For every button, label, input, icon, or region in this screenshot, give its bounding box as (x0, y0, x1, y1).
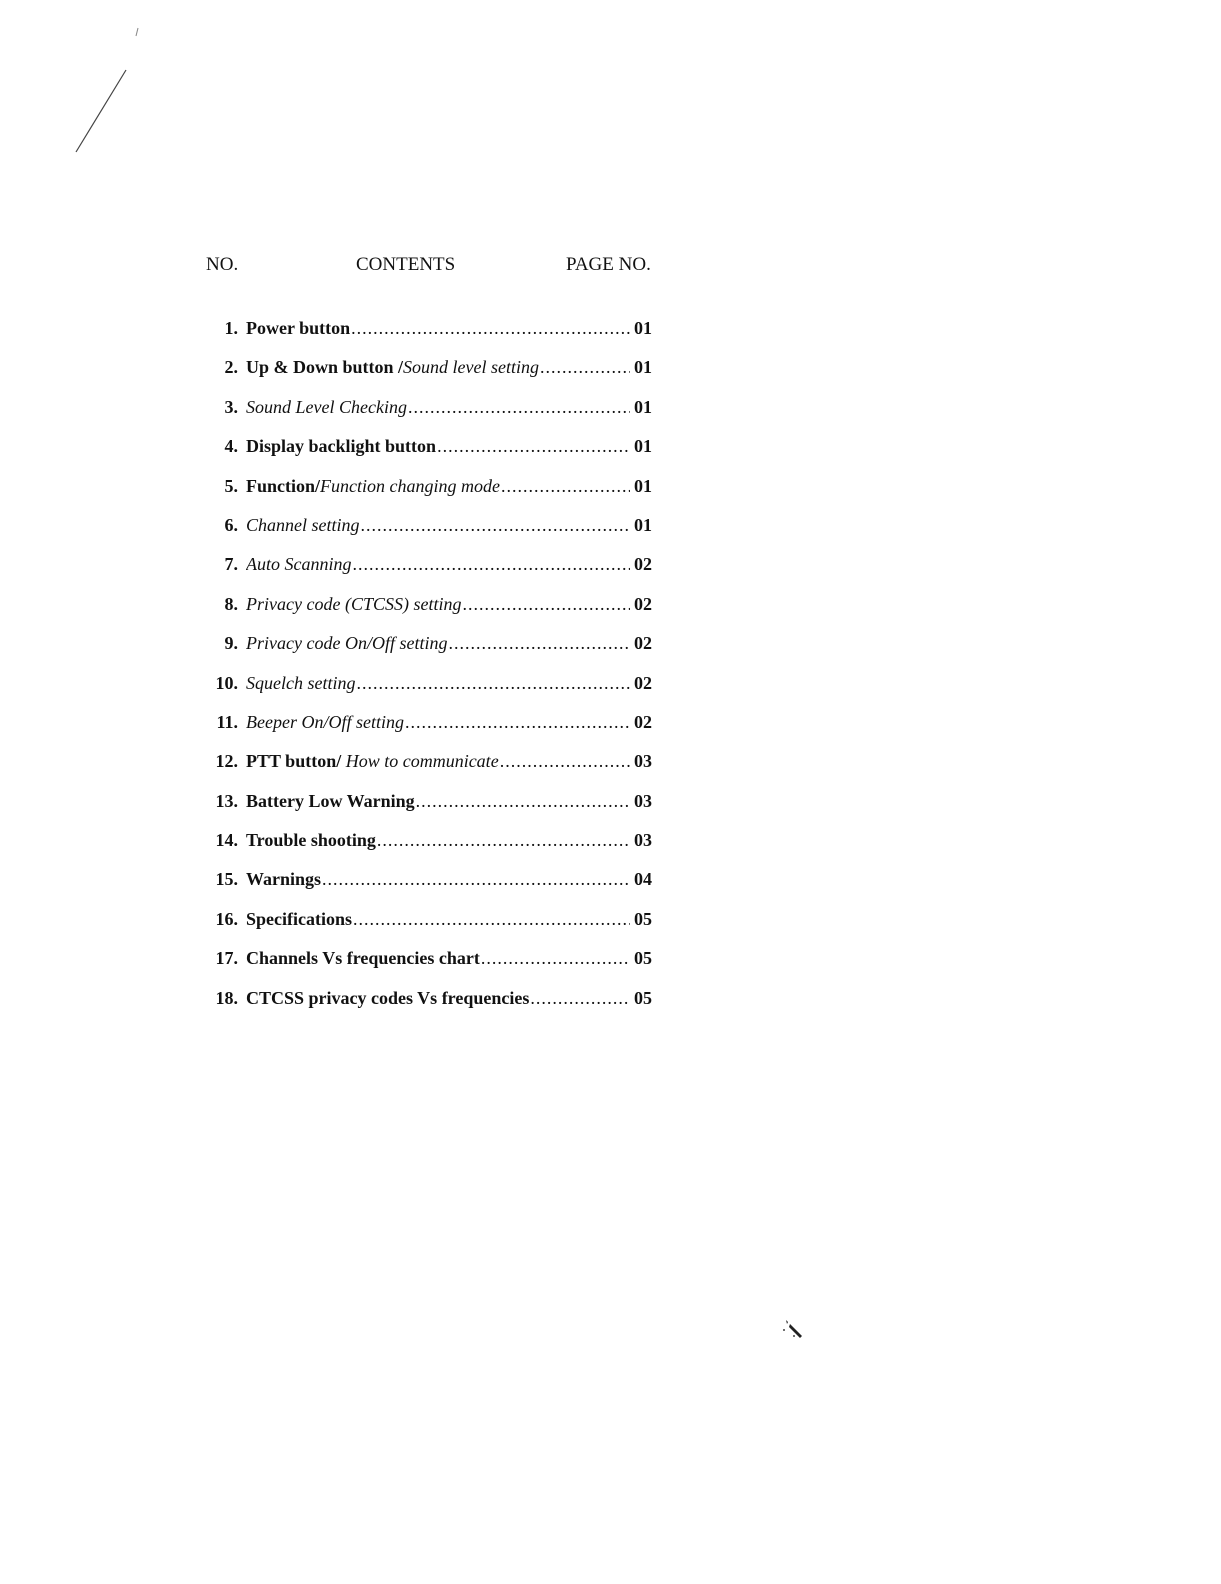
toc-entry (246, 673, 630, 694)
toc-entry (246, 988, 630, 1009)
toc-number: 14. (215, 830, 238, 851)
header-page-label: PAGE NO. (566, 254, 651, 275)
toc-number: 10. (215, 672, 238, 693)
toc-row (200, 592, 670, 631)
toc-entry (246, 594, 630, 615)
toc-page-number: 05 (634, 908, 652, 929)
toc-number: 4. (224, 436, 238, 457)
toc-leader-dots (361, 515, 631, 536)
toc-title (246, 476, 500, 497)
toc-entry (246, 791, 630, 812)
toc-leader-dots (408, 397, 630, 418)
toc-page-number: 01 (634, 514, 652, 535)
toc-leader-dots (500, 751, 630, 772)
toc-leader-dots (405, 712, 630, 733)
toc-title-text: Display backlight button (246, 436, 437, 457)
toc-page-number: 03 (634, 830, 652, 851)
toc-entry (246, 869, 630, 890)
toc-leader-dots (481, 948, 630, 969)
toc-row (200, 986, 670, 1025)
header-contents-label: CONTENTS (356, 254, 456, 275)
toc-row (200, 474, 670, 513)
toc-title (246, 673, 355, 694)
toc-title-italic: Privacy code On/Off setting (246, 633, 448, 654)
toc-number: 3. (224, 396, 238, 417)
toc-entry (246, 554, 630, 575)
toc-title (246, 397, 407, 418)
toc-number: 13. (215, 790, 238, 811)
table-of-contents (200, 316, 670, 1025)
toc-row (200, 789, 670, 828)
toc-title-text: Trouble shooting (246, 830, 376, 851)
scan-artifact-mark (780, 1318, 810, 1342)
toc-number: 5. (224, 475, 238, 496)
toc-entry (246, 751, 630, 772)
toc-page-number: 05 (634, 987, 652, 1008)
toc-title (246, 751, 499, 772)
toc-number: 11. (216, 711, 238, 732)
toc-row (200, 907, 670, 946)
toc-row (200, 671, 670, 710)
toc-title-text: Channels Vs frequencies chart (246, 948, 480, 969)
toc-title (246, 633, 447, 654)
toc-title-italic: Beeper On/Off setting (246, 711, 404, 732)
toc-title (246, 554, 352, 575)
toc-entry (246, 515, 630, 536)
toc-number: 15. (215, 869, 238, 890)
toc-page-number: 05 (634, 948, 652, 969)
toc-title (246, 830, 376, 851)
scan-artifact-line (60, 20, 150, 160)
toc-leader-dots (353, 554, 631, 575)
toc-page-number: 01 (634, 396, 652, 417)
toc-number: 18. (215, 987, 238, 1008)
toc-title-italic: Squelch setting (246, 672, 356, 693)
toc-title-text: Power button (246, 318, 351, 338)
toc-title (246, 791, 415, 812)
toc-number: 12. (215, 751, 238, 772)
toc-title (246, 436, 436, 457)
toc-entry (246, 712, 630, 733)
toc-title (246, 318, 350, 339)
toc-title-italic: Sound Level Checking (246, 396, 407, 417)
toc-entry (246, 830, 630, 851)
toc-number: 8. (224, 593, 238, 614)
toc-entry (246, 397, 630, 418)
toc-title-italic: Channel setting (246, 514, 360, 535)
toc-number: 16. (215, 908, 238, 929)
toc-row (200, 355, 670, 394)
toc-leader-dots (356, 673, 630, 694)
toc-number: 2. (224, 357, 238, 378)
toc-row (200, 710, 670, 749)
toc-title (246, 869, 321, 890)
toc-row (200, 552, 670, 591)
toc-leader-dots (530, 988, 630, 1009)
toc-title-text: Battery Low Warning (246, 790, 415, 811)
toc-page-number: 01 (634, 357, 652, 378)
toc-title (246, 909, 352, 930)
toc-entry (246, 476, 630, 497)
toc-page-number: 04 (634, 869, 652, 890)
toc-leader-dots (377, 830, 630, 851)
toc-title (246, 515, 360, 536)
toc-page-number: 01 (634, 318, 652, 338)
toc-leader-dots (501, 476, 630, 497)
toc-page-number: 03 (634, 790, 652, 811)
toc-page-number: 01 (634, 475, 652, 496)
toc-row (200, 946, 670, 985)
toc-row (200, 867, 670, 906)
toc-entry (246, 436, 630, 457)
toc-entry (246, 357, 630, 378)
toc-page-number: 02 (634, 554, 652, 575)
toc-number: 7. (224, 554, 238, 575)
toc-title-italic: Function changing mode (320, 475, 500, 496)
toc-title-text: CTCSS privacy codes Vs frequencies (246, 987, 530, 1008)
toc-leader-dots (437, 436, 630, 457)
toc-title (246, 712, 404, 733)
toc-title-text: Up & Down button / (246, 357, 404, 378)
toc-row (200, 828, 670, 867)
toc-entry (246, 948, 630, 969)
toc-number: 1. (224, 318, 238, 338)
toc-number: 17. (215, 948, 238, 969)
toc-leader-dots (353, 909, 630, 930)
toc-title (246, 948, 480, 969)
toc-leader-dots (462, 594, 630, 615)
toc-page-number: 02 (634, 633, 652, 654)
toc-title-italic: Privacy code (CTCSS) setting (246, 593, 462, 614)
toc-title (246, 594, 461, 615)
toc-page-number: 02 (634, 672, 652, 693)
toc-title (246, 988, 529, 1009)
toc-row (200, 395, 670, 434)
toc-row (200, 434, 670, 473)
toc-leader-dots (540, 357, 630, 378)
toc-number: 6. (224, 514, 238, 535)
toc-row (200, 631, 670, 670)
toc-title-text: Function/ (246, 475, 321, 496)
toc-entry (246, 633, 630, 654)
toc-title-text: PTT button/ (246, 751, 346, 772)
toc-page-number: 02 (634, 711, 652, 732)
toc-row (200, 749, 670, 788)
toc-title-italic: Sound level setting (403, 357, 540, 378)
toc-header (206, 254, 666, 280)
toc-page-number: 01 (634, 436, 652, 457)
toc-row (200, 316, 670, 355)
toc-entry (246, 318, 630, 339)
toc-leader-dots (448, 633, 630, 654)
toc-page-number: 02 (634, 593, 652, 614)
toc-title-italic: Auto Scanning (246, 554, 352, 575)
toc-entry (246, 909, 630, 930)
toc-title (246, 357, 539, 378)
toc-leader-dots (322, 869, 630, 890)
toc-title-text: Specifications (246, 908, 352, 929)
toc-leader-dots (351, 318, 630, 339)
toc-row (200, 513, 670, 552)
toc-title-text: Warnings (246, 869, 322, 890)
header-no-label: NO. (206, 254, 239, 275)
toc-title-italic: How to communicate (345, 751, 499, 772)
toc-page-number: 03 (634, 751, 652, 772)
toc-leader-dots (416, 791, 630, 812)
toc-number: 9. (224, 633, 238, 654)
